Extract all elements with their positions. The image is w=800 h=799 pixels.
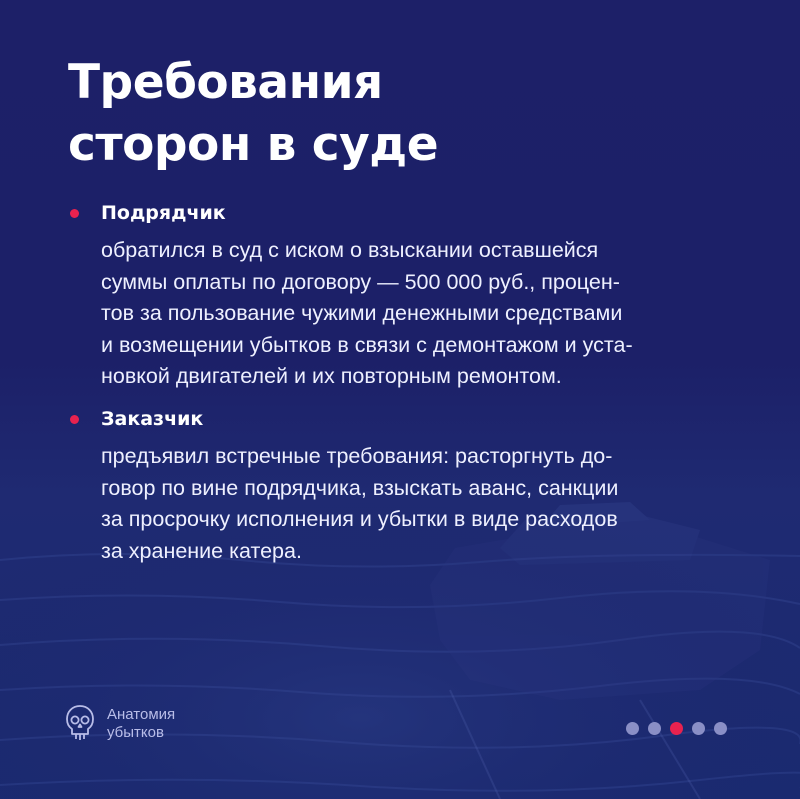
pager-dot-4[interactable]: [692, 722, 705, 735]
bullet-text-line: суммы оплаты по договору — 500 000 руб., процен-: [101, 269, 620, 294]
brand-name: [107, 706, 175, 742]
bullet-dot-icon: [70, 209, 79, 218]
pager-dot-1[interactable]: [626, 722, 639, 735]
pager-dot-5[interactable]: [714, 722, 727, 735]
skull-icon: [64, 703, 96, 743]
bullet-text: [101, 441, 618, 567]
pager-dot-3-active[interactable]: [670, 722, 683, 735]
bullet-text-line: и возмещении убытков в связи с демонтажом и уста-: [101, 332, 633, 357]
bullet-text-line: предъявил встречные требования: расторгнуть до-: [101, 444, 613, 468]
bullet-heading: Заказчик: [101, 408, 204, 430]
bullet-text-line: за хранение катера.: [101, 538, 302, 563]
title-line-1: Требования: [68, 55, 383, 110]
bullet-text-line: говор по вине подрядчика, взыскать аванс, санкции: [101, 475, 619, 500]
bullet-text: [101, 235, 633, 393]
brand-line-2: убытков: [107, 724, 164, 741]
pager-dot-2[interactable]: [648, 722, 661, 735]
bullet-dot-icon: [70, 415, 79, 424]
page-title: [68, 52, 438, 176]
bullet-text-line: новкой двигателей и их повторным ремонтом.: [101, 364, 562, 388]
bullet-text-line: обратился в суд с иском о взыскании оставшейся: [101, 238, 599, 262]
brand-logo[interactable]: [64, 703, 224, 747]
bullet-heading: Подрядчик: [101, 202, 226, 224]
brand-line-1: Анатомия: [107, 706, 176, 723]
bullet-text-line: тов за пользование чужими денежными средствами: [101, 301, 623, 325]
carousel-pager: [626, 722, 736, 736]
title-line-2: сторон в суде: [68, 117, 439, 172]
bullet-text-line: за просрочку исполнения и убытки в виде расходов: [101, 507, 618, 531]
